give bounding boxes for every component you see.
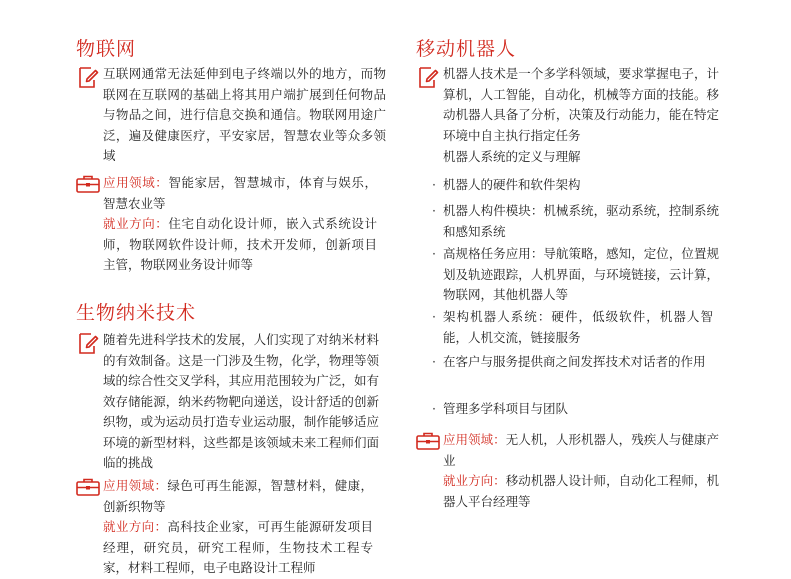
briefcase-icon: [76, 175, 100, 195]
iot-job-label: 就业方向：: [103, 216, 169, 231]
iot-description: 互联网通常无法延伸到电子终端以外的地方，而物联网在互联网的基础上将其用户端扩展到任何物品与物品之间，进行信息交换和通信。物联网用途广泛，遍及健康医疗，平安家居，智慧农业等众多领域: [103, 66, 386, 163]
bullet-text: 管理多学科项目与团队: [443, 401, 569, 416]
robot-bullet: [432, 399, 719, 420]
iot-app-value: 智能家居，智慧城市，体育与娱乐，智慧农业等: [103, 175, 377, 211]
bullet-dot: ·: [432, 246, 436, 261]
iot-info: [103, 173, 377, 276]
robot-app-value: 无人机，人形机器人，残疾人与健康产业: [443, 432, 719, 468]
bio-job-value: 高科技企业家，可再生能源研发项目经理，研究员，研究工程师，生物技术工程专家，材料工程师，电子电路设计工程师: [103, 519, 373, 575]
robot-bullet: [432, 201, 719, 242]
robot-app-label: 应用领域：: [443, 432, 506, 447]
robot-job-value: 移动机器人设计师，自动化工程师，机器人平台经理等: [443, 473, 719, 509]
iot-job-value: 住宅自动化设计师，嵌入式系统设计师，物联网软件设计师，技术开发师，创新项目主管，物联网业务设计师等: [103, 216, 377, 272]
bio-app-label: 应用领域：: [103, 478, 168, 493]
bullet-dot: ·: [432, 177, 436, 192]
pencil-note-icon: [76, 66, 100, 90]
bullet-text: 架构机器人系统：硬件，低级软件，机器人智能，人机交流，链接服务: [443, 309, 713, 345]
bio-info: [103, 476, 373, 579]
bio-job-label: 就业方向：: [103, 519, 168, 534]
section-title-robot: 移动机器人: [416, 38, 517, 60]
briefcase-icon: [76, 478, 100, 498]
section-title-iot: 物联网: [76, 38, 137, 60]
robot-bullet: [432, 175, 715, 196]
robot-description: 机器人技术是一个多学科领域，要求掌握电子，计算机，人工智能，自动化，机械等方面的技能。移动机器人具备了分析，决策及行动能力，能在特定环境中自主执行指定任务: [443, 66, 719, 143]
bullet-text: 高规格任务应用：导航策略，感知，定位，位置规划及轨迹跟踪，人机界面，与环境链接，云计算，物联网，其他机器人等: [443, 246, 719, 302]
bullet-text: 机器人的硬件和软件架构: [443, 177, 581, 192]
bio-app-value: 绿色可再生能源，智慧材料，健康，创新织物等: [103, 478, 373, 514]
robot-bullet: [432, 352, 719, 373]
pencil-note-icon: [76, 332, 100, 356]
robot-info: [443, 430, 719, 512]
bullet-dot: ·: [432, 401, 436, 416]
iot-app-label: 应用领域：: [103, 175, 169, 190]
robot-job-label: 就业方向：: [443, 473, 506, 488]
section-title-bio: 生物纳米技术: [76, 302, 197, 324]
robot-bullet: [432, 244, 719, 306]
bullet-dot: ·: [432, 203, 436, 218]
robot-bullet: [432, 307, 713, 348]
bullet-dot: ·: [432, 354, 436, 369]
briefcase-icon: [416, 432, 440, 452]
bullet-text: 在客户与服务提供商之间发挥技术对话者的作用: [443, 354, 706, 369]
bullet-dot: ·: [432, 309, 436, 324]
bio-description: 随着先进科学技术的发展，人们实现了对纳米材料的有效制备。这是一门涉及生物，化学，物理等领域的综合性交叉学科，其应用范围较为广泛，如有效存储能源，纳米药物靶向递送，设计舒适的创新织物，或为运动员打造专业运动服，制作能够适应环境的新型材料，这些都是该领域未来工程师们面临的挑战: [103, 332, 379, 470]
bullet-text: 机器人构件模块：机械系统，驱动系统，控制系统和感知系统: [443, 203, 719, 239]
pencil-note-icon: [416, 66, 440, 90]
robot-subheading: 机器人系统的定义与理解: [443, 149, 581, 164]
